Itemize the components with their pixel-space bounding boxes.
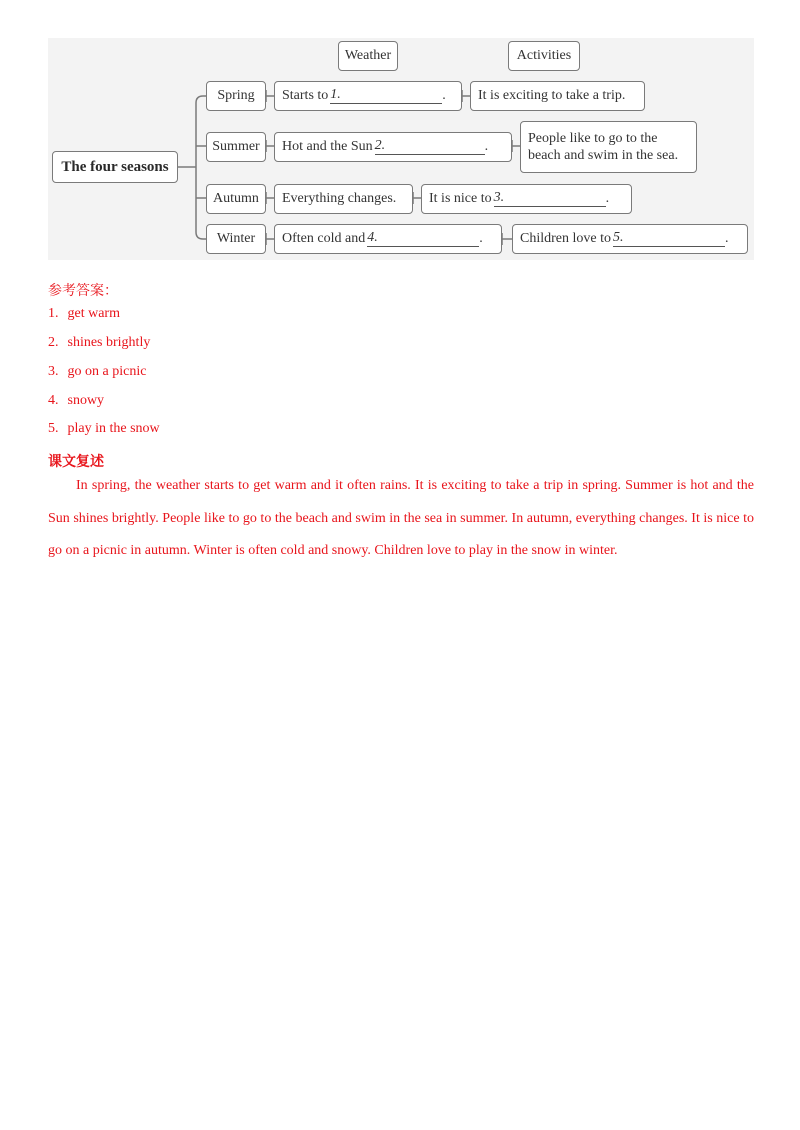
weather-text-spring: Starts to: [282, 88, 329, 103]
link-autumn-weather: [266, 192, 274, 204]
blank-1: [330, 87, 442, 104]
answer-item: [48, 364, 146, 380]
link-winter-activity: [502, 233, 512, 245]
blank-4: [367, 230, 479, 247]
blank-number-3: 3.: [493, 189, 505, 205]
blank-number-4: 4.: [367, 229, 378, 245]
link-winter-weather: [266, 233, 274, 245]
answer-text: snowy: [67, 393, 105, 408]
answer-text: get warm: [67, 306, 120, 321]
blank-2: [375, 138, 485, 155]
weather-node-autumn: Everything changes.: [274, 184, 413, 214]
activity-end-autumn: .: [605, 191, 610, 206]
answer-number: 5.: [48, 421, 59, 436]
activity-node-autumn: [421, 184, 632, 214]
retelling-paragraph: In spring, the weather starts to get warm and it often rains. It is exciting to take a trip in spring. Summer is hot and the Sun shines brightly. People like to go to the beach and swim in the sea in summer. In autumn, everything changes. It is nice to go on a picnic in autumn. Winter is often cold and snowy. Children love to play in the snow in winter.: [48, 478, 754, 558]
activity-node-spring: It is exciting to take a trip.: [470, 81, 645, 111]
answer-number: 3.: [48, 364, 59, 379]
weather-column-header: Weather: [338, 41, 398, 71]
link-spring-activity: [462, 90, 470, 102]
answer-number: 2.: [48, 335, 59, 350]
link-summer-activity: [512, 140, 520, 152]
answer-text: go on a picnic: [67, 364, 147, 379]
answer-item: [48, 421, 160, 437]
season-node-summer: Summer: [206, 132, 266, 162]
activity-node-summer: People like to go to the beach and swim in the sea.: [520, 121, 697, 173]
link-autumn-activity: [413, 192, 421, 204]
answer-text: shines brightly: [67, 335, 151, 350]
season-node-spring: Spring: [206, 81, 266, 111]
weather-end-winter: .: [479, 231, 483, 246]
link-spring-weather: [266, 90, 274, 102]
activity-text-winter: Children love to: [520, 231, 611, 246]
answer-item: [48, 335, 150, 351]
weather-end-summer: .: [484, 139, 489, 154]
weather-text-summer: Hot and the Sun: [282, 139, 373, 154]
weather-node-spring: [274, 81, 462, 111]
blank-3: [494, 190, 606, 207]
answers-heading: 参考答案：: [48, 283, 118, 299]
blank-number-1: 1.: [330, 86, 341, 102]
activities-column-header: Activities: [508, 41, 580, 71]
season-node-autumn: Autumn: [206, 184, 266, 214]
root-node: The four seasons: [52, 151, 178, 183]
weather-end-spring: .: [442, 88, 446, 103]
weather-node-summer: [274, 132, 512, 162]
four-seasons-mind-map: [48, 38, 754, 260]
answer-text: play in the snow: [67, 421, 160, 436]
answer-number: 1.: [48, 306, 59, 321]
answer-item: [48, 393, 104, 409]
answer-number: 4.: [48, 393, 59, 408]
trunk-top: [196, 96, 206, 103]
trunk: [196, 103, 206, 239]
activity-node-winter: [512, 224, 748, 254]
retelling-heading: 课文复述: [48, 454, 104, 470]
blank-number-5: 5.: [613, 229, 624, 245]
answer-item: [48, 306, 120, 322]
activity-text-autumn: It is nice to: [429, 191, 492, 206]
link-summer-weather: [266, 140, 274, 152]
blank-5: [613, 230, 725, 247]
season-node-winter: Winter: [206, 224, 266, 254]
blank-number-2: 2.: [374, 137, 386, 153]
weather-text-winter: Often cold and: [282, 231, 366, 246]
weather-node-winter: [274, 224, 502, 254]
activity-end-winter: .: [725, 231, 729, 246]
